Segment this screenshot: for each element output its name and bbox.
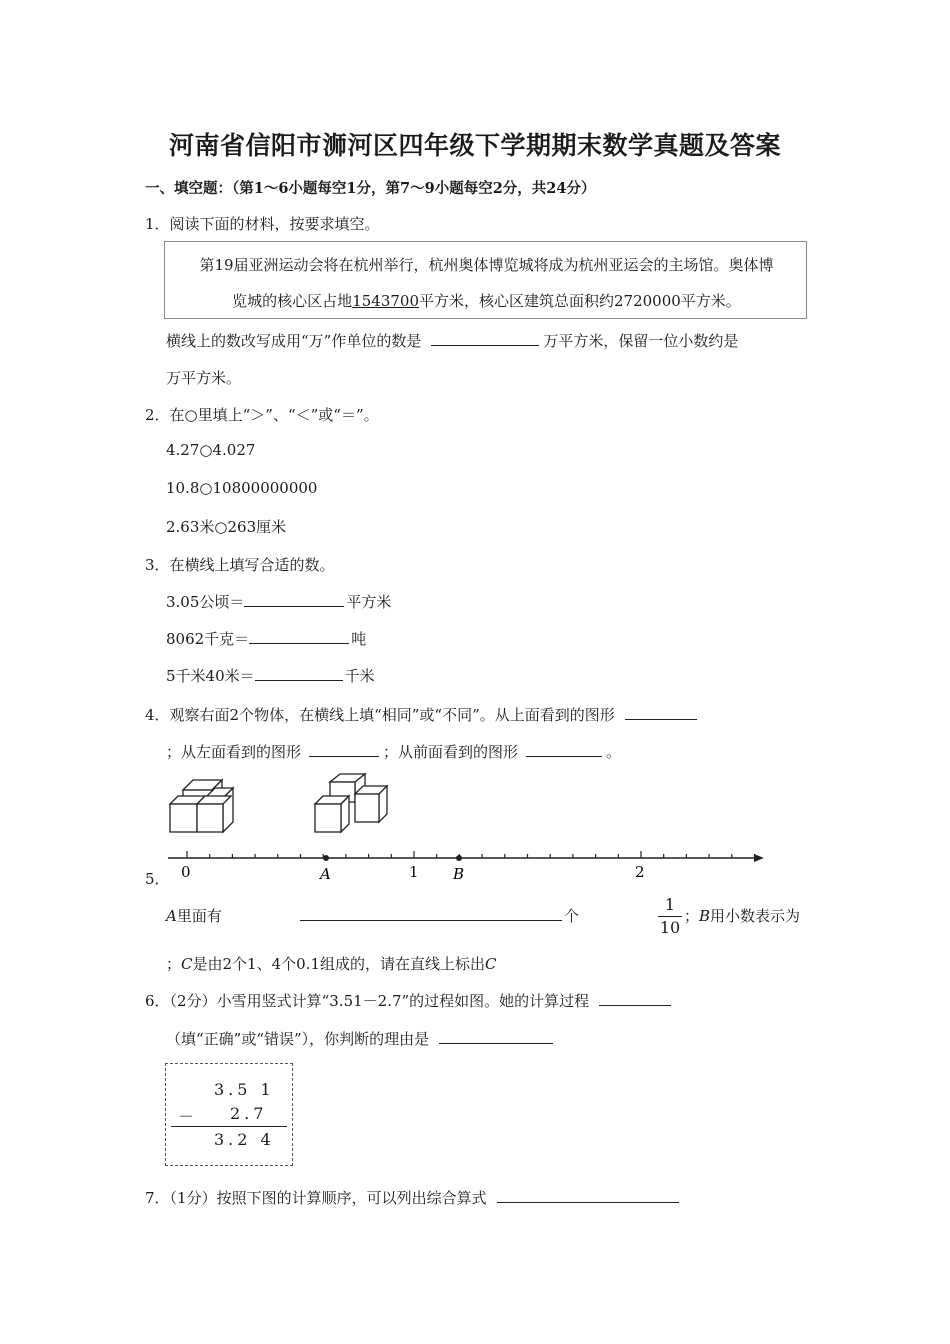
q3-b-left: 8062千克＝ (166, 630, 250, 648)
q4-period: 。 (606, 743, 622, 761)
q3-item-c (166, 665, 375, 686)
q4-stem: 4．观察右面2个物体，在横线上填“相同”或“不同”。从上面看到的图形 (145, 706, 615, 724)
q5-line1-right (684, 905, 800, 926)
q1-answer-blank-1[interactable] (431, 331, 539, 346)
tick-label-2: 2 (635, 863, 645, 881)
q2-item-1: 4.27○4.027 (166, 441, 256, 459)
q4-blank-left[interactable] (309, 742, 379, 757)
q2-item-2: 10.8○10800000000 (166, 479, 318, 497)
q4-blank-front[interactable] (526, 742, 602, 757)
point-b-label: B (453, 865, 465, 883)
q1-stem: 1．阅读下面的材料，按要求填空。 (145, 215, 380, 233)
page-title: 河南省信阳市浉河区四年级下学期期末数学真题及答案 (168, 131, 781, 160)
q3-c-left: 5千米40米＝ (166, 667, 255, 685)
tick-marks (187, 851, 770, 858)
q4-blank-top[interactable] (625, 705, 697, 720)
q1-question-line1 (166, 330, 738, 351)
q6-blank-judge[interactable] (599, 991, 671, 1006)
q5-line2-semicolon: ； (166, 955, 182, 973)
fraction-denominator: 10 (659, 918, 681, 937)
q1-box-underlined-number: 1543700 (352, 292, 419, 310)
q5-blank-a[interactable] (300, 906, 562, 921)
q5-number-line (160, 845, 770, 885)
q5-number: 5． (145, 870, 170, 888)
q3-a-blank[interactable] (244, 592, 344, 607)
q2-item-3: 2.63米○263厘米 (166, 518, 287, 536)
q4-cube-figures (165, 770, 395, 842)
q5-a-text: 里面有 (176, 907, 222, 925)
q7-blank[interactable] (497, 1188, 679, 1203)
q5-fraction (656, 895, 684, 938)
q1-ask1: 横线上的数改写成用“万”作单位的数是 (166, 332, 422, 350)
fraction-numerator: 1 (664, 895, 676, 914)
q2-stem: 2．在○里填上“＞”、“＜”或“＝”。 (145, 406, 379, 424)
q6-reason-text: （填“正确”或“错误”），你判断的理由是 (166, 1030, 430, 1048)
q3-a-left: 3.05公顷＝ (166, 593, 245, 611)
q6-line2 (166, 1028, 557, 1049)
q1-box-line1: 第19届亚洲运动会将在杭州举行，杭州奥体博览城将成为杭州亚运会的主场馆。奥体博 (199, 256, 774, 274)
q4-front-view-text: ；从前面看到的图形 (383, 743, 519, 761)
q3-b-right: 吨 (351, 630, 367, 648)
q5-a-label: A (166, 907, 177, 925)
q5-c-label-end: C (485, 955, 497, 973)
q7-stem-line (145, 1187, 683, 1208)
q7-stem: 7．（1分）按照下图的计算顺序，可以列出综合算式 (145, 1189, 487, 1207)
q6-blank-reason[interactable] (439, 1029, 553, 1044)
q1-box-text-a: 览城的核心区占地 (232, 292, 353, 310)
q1-material-box (164, 241, 807, 319)
point-b-dot (456, 855, 462, 861)
calc-result-line (171, 1126, 287, 1127)
q6-stem-line (145, 990, 675, 1011)
q1-ask3: 万平方米。 (166, 369, 242, 387)
q5-line1-mid (300, 905, 579, 926)
q4-stem-line (145, 704, 701, 725)
q3-stem: 3．在横线上填写合适的数。 (145, 556, 335, 574)
q6-stem: 6．（2分）小雪用竖式计算“3.51－2.7”的过程如图。她的计算过程 (145, 992, 590, 1010)
point-a-label: A (320, 865, 331, 883)
q3-a-right: 平方米 (346, 593, 392, 611)
calc-row-minuend: 3.5 1 (214, 1080, 275, 1099)
q1-ask2: 万平方米，保留一位小数约是 (543, 332, 739, 350)
q3-item-b (166, 628, 366, 649)
q5-line2 (166, 953, 496, 974)
q5-b-text: 用小数表示为 (710, 907, 801, 925)
cube-object-2 (315, 774, 387, 832)
cube-object-1 (170, 780, 233, 832)
q3-item-a (166, 591, 391, 612)
q5-line1-left (166, 905, 222, 926)
tick-label-0: 0 (181, 863, 191, 881)
calc-row-subtrahend: 2.7 (230, 1104, 268, 1123)
axis-arrow (754, 854, 764, 862)
q5-b-label: B (699, 907, 711, 925)
q5-semicolon: ； (684, 907, 700, 925)
q1-box-text-b: 平方米，核心区建筑总面积约2720000平方米。 (419, 292, 741, 310)
q5-c-text: 是由2个1、4个0.1组成的，请在直线上标出 (192, 955, 485, 973)
q4-left-view-text: ；从左面看到的图形 (166, 743, 302, 761)
calc-minus-sign: － (178, 1107, 199, 1126)
q3-c-blank[interactable] (255, 666, 343, 681)
fraction-bar (658, 916, 682, 917)
point-a-dot (323, 855, 329, 861)
q5-ge-text: 个 (564, 907, 580, 925)
q4-line2 (166, 741, 621, 762)
q3-b-blank[interactable] (249, 629, 349, 644)
tick-label-1: 1 (409, 863, 419, 881)
section-heading: 一、填空题：（第1～6小题每空1分，第7～9小题每空2分，共24分） (145, 180, 596, 197)
q6-vertical-calculation (165, 1063, 293, 1166)
q3-c-right: 千米 (344, 667, 375, 685)
q5-c-label: C (181, 955, 193, 973)
calc-row-result: 3.2 4 (214, 1130, 275, 1149)
q1-box-line2 (165, 290, 808, 311)
